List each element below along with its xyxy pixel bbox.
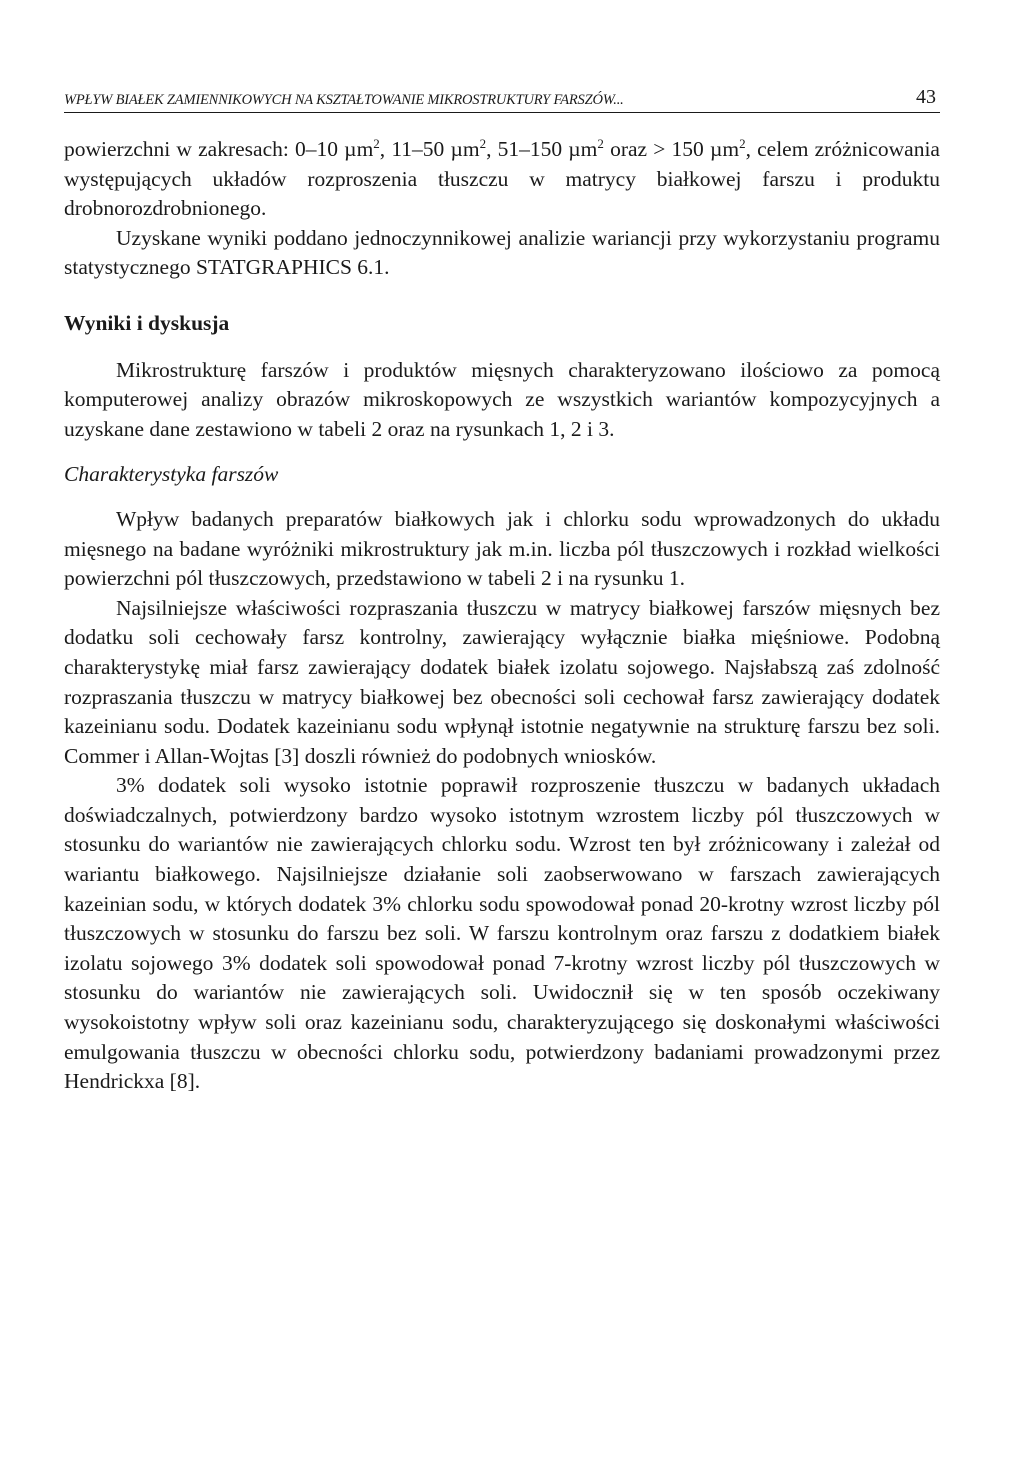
text-fragment: , 11–50 µm	[379, 137, 480, 161]
page-number: 43	[916, 86, 936, 108]
paragraph-salt-effect: 3% dodatek soli wysoko istotnie poprawił rozproszenie tłuszczu w badanych układach doświadczalnych, potwierdzony bardzo wysoko istotnym wzrostem liczby pól tłuszczowych w stosunku do wariantów nie zawierających chlorku sodu. Wzrost ten był zróżnicowany i zależał od wariantu białkowego. Najsilniejsze działanie soli zaobserwowano w farszach zawierających kazeinian sodu, w których dodatek 3% chlorku sodu spowodował ponad 20-krotny wzrost liczby pól tłuszczowych w stosunku do farszu bez soli. W farszu kontrolnym oraz farszu z dodatkiem białek izolatu sojowego 3% dodatek soli spowodował ponad 7-krotny wzrost liczby pól tłuszczowych w stosunku do wariantów nie zawierających soli. Uwidocznił się w ten sposób oczekiwany wysokoistotny wpływ soli oraz kazeinianu sodu, charakteryzującego się doskonałymi właściwości emulgowania tłuszczu w obecności chlorku sodu, potwierdzony badaniami prowadzonymi przez Hendrickxa [8].	[64, 773, 940, 1094]
section-heading: Wyniki i dyskusja	[64, 310, 230, 335]
text-fragment: , 51–150 µm	[486, 137, 598, 161]
superscript: 2	[479, 135, 487, 151]
paragraph-dispersion: Najsilniejsze właściwości rozpraszania tłuszczu w matrycy białkowej farszów mięsnych bez dodatku soli cechowały farsz kontrolny, zawierający wyłącznie białka mięśniowe. Podobną charakterystykę miał farsz zawierający dodatek białek izolatu sojowego. Najsłabszą zaś zdolność rozpraszania tłuszczu w matrycy białkowej bez obecności soli cechował farsz zawierający dodatek kazeinianu sodu. Dodatek kazeinianu sodu wpłynął istotnie negatywnie na strukturę farszu bez soli. Commer i Allan-Wojtas [3] doszli również do podobnych wniosków.	[64, 595, 940, 768]
paragraph-microstructure: Mikrostrukturę farszów i produktów mięsnych charakteryzowano ilościowo za pomocą komputerowej analizy obrazów mikroskopowych ze wszystkich wariantów kompozycyjnych a uzyskane dane zestawiono w tabeli 2 oraz na rysunkach 1, 2 i 3.	[64, 357, 940, 441]
paragraph-influence: Wpływ badanych preparatów białkowych jak i chlorku sodu wprowadzonych do układu mięsnego na badane wyróżniki mikrostruktury jak m.in. liczba pól tłuszczowych i rozkład wielkości powierzchni pól tłuszczowych, przedstawiono w tabeli 2 i na rysunku 1.	[64, 506, 940, 591]
superscript: 2	[597, 135, 604, 151]
page	[64, 86, 940, 1097]
text-fragment: oraz > 150 µm	[603, 137, 740, 161]
paragraph-area-ranges	[64, 135, 940, 224]
subsection-heading: Charakterystyka farszów	[64, 462, 279, 487]
paragraph-statistics: Uzyskane wyniki poddano jednoczynnikowej analizie wariancji przy wykorzystaniu programu statystycznego STATGRAPHICS 6.1.	[64, 225, 940, 280]
text-fragment: powierzchni w zakresach: 0–10 µm	[64, 137, 374, 161]
running-title: WPŁYW BIAŁEK ZAMIENNIKOWYCH NA KSZTAŁTOWANIE MIKROSTRUKTURY FARSZÓW...	[64, 92, 624, 108]
superscript: 2	[739, 135, 746, 151]
running-header	[64, 86, 940, 113]
text-fragment: , celem zróżnicowania występujących układów rozproszenia tłuszczu w matrycy białkowej farszu i produktu drobnorozdrobnionego.	[64, 137, 940, 221]
superscript: 2	[373, 135, 380, 151]
